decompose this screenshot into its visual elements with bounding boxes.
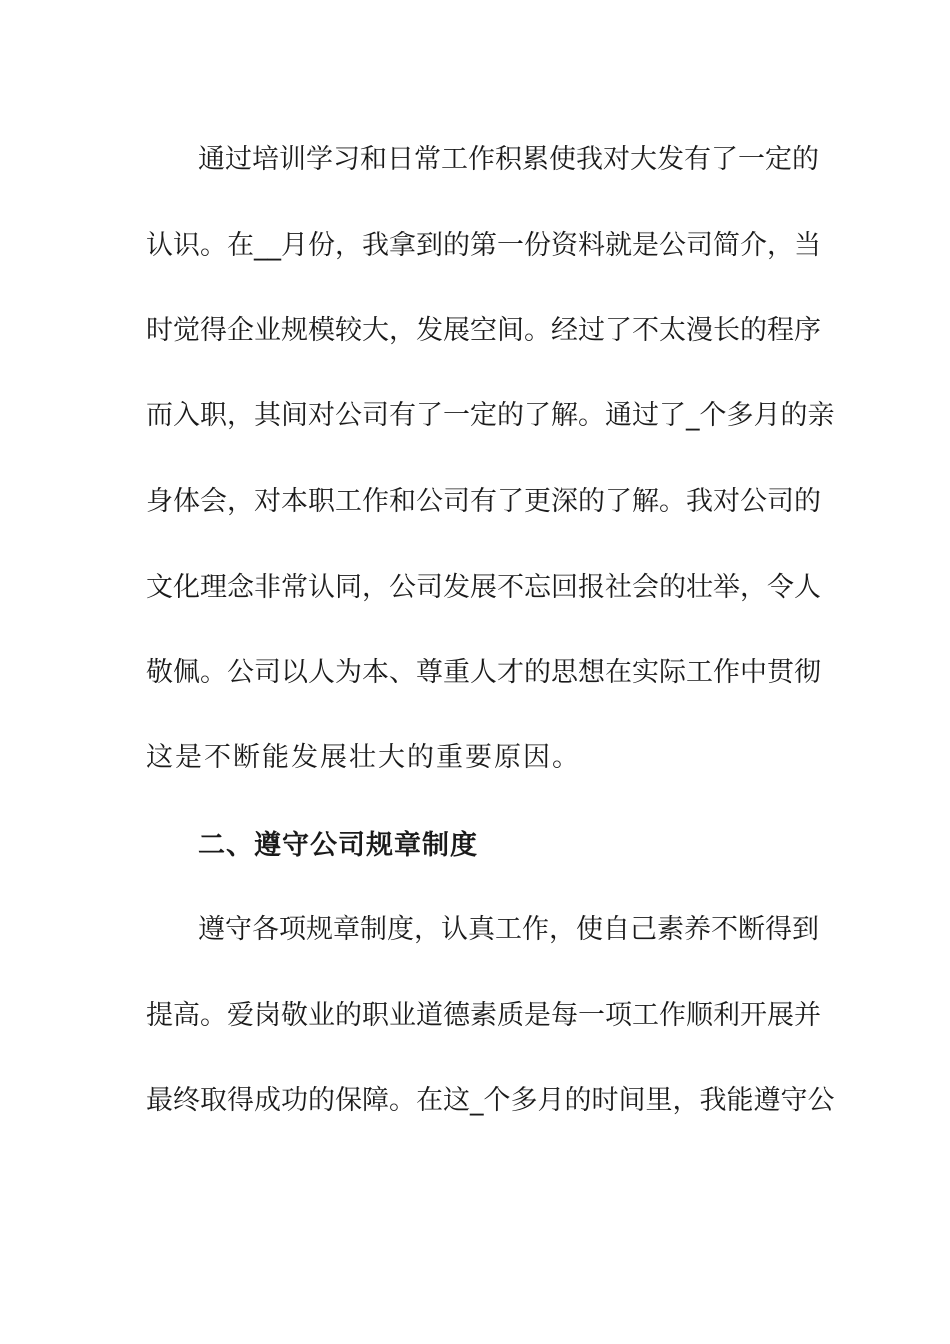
paragraph-1-line-7: 敬佩。公司以人为本、尊重人才的思想在实际工作中贯彻 [146, 657, 821, 688]
paragraph-1-line-1: 通过培训学习和日常工作积累使我对大发有了一定的 [198, 144, 819, 175]
paragraph-1-line-5: 身体会，对本职工作和公司有了更深的了解。我对公司的 [146, 486, 821, 517]
paragraph-1-line-8: 这是不断能发展壮大的重要原因。 [146, 742, 581, 773]
paragraph-1-line-6: 文化理念非常认同，公司发展不忘回报社会的壮举，令人 [146, 572, 821, 603]
paragraph-2-line-3: 最终取得成功的保障。在这_个多月的时间里，我能遵守公 [146, 1085, 835, 1116]
section-heading: 二、遵守公司规章制度 [198, 830, 478, 861]
paragraph-1-line-2: 认识。在__月份，我拿到的第一份资料就是公司简介，当 [146, 230, 821, 261]
paragraph-2-line-2: 提高。爱岗敬业的职业道德素质是每一项工作顺利开展并 [146, 1000, 821, 1031]
paragraph-1-line-4: 而入职，其间对公司有了一定的了解。通过了_个多月的亲 [146, 400, 835, 431]
paragraph-1-line-3: 时觉得企业规模较大，发展空间。经过了不太漫长的程序 [146, 315, 821, 346]
paragraph-2-line-1: 遵守各项规章制度，认真工作，使自己素养不断得到 [198, 914, 819, 945]
